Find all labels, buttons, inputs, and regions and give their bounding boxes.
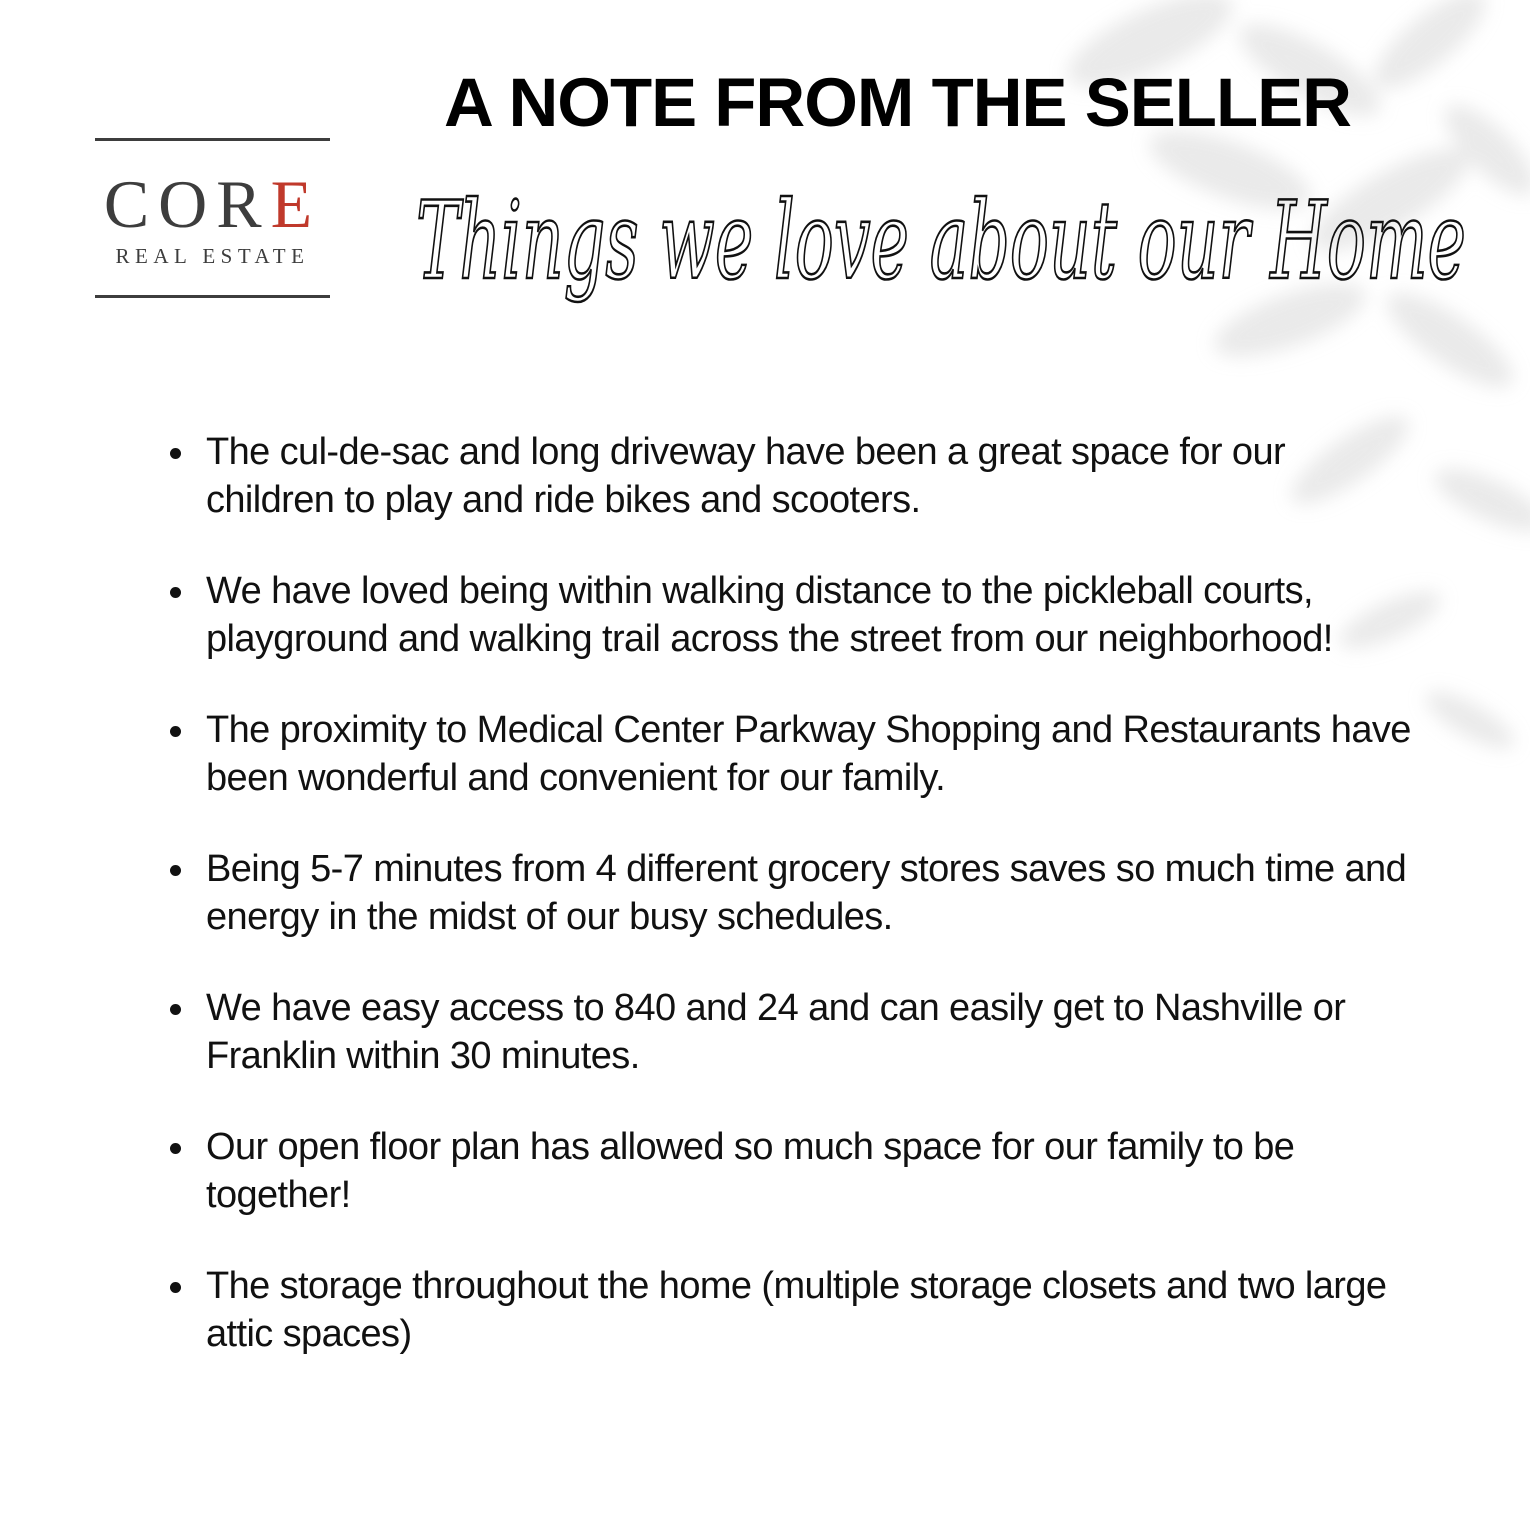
- list-item-text: The cul-de-sac and long driveway have been a great space for our children to play and ride bikes and scooters.: [206, 431, 1286, 521]
- feature-list: [162, 428, 1422, 1401]
- list-item: [162, 1262, 1422, 1358]
- list-item: [162, 984, 1422, 1080]
- script-subtitle-text: Things we love about our Home: [416, 179, 1466, 304]
- list-item: [162, 706, 1422, 802]
- list-item-text: Our open floor plan has allowed so much space for our family to be together!: [206, 1126, 1295, 1216]
- list-item-text: We have loved being within walking distance to the pickleball courts, playground and walking trail across the street from our neighborhood!: [206, 570, 1333, 660]
- page-title: A NOTE FROM THE SELLER: [444, 64, 1351, 141]
- bullet-icon: [170, 726, 181, 737]
- core-real-estate-logo: [95, 138, 330, 300]
- logo-wordmark-main: COR: [103, 166, 271, 242]
- list-item: [162, 1123, 1422, 1219]
- list-item-text: Being 5-7 minutes from 4 different grocery stores saves so much time and energy in the midst of our busy schedules.: [206, 848, 1407, 938]
- logo-top-rule: [95, 138, 330, 141]
- bullet-icon: [170, 865, 181, 876]
- list-item-text: The storage throughout the home (multiple storage closets and two large attic spaces): [206, 1265, 1387, 1355]
- bullet-icon: [170, 1143, 181, 1154]
- logo-wordmark-accent: E: [270, 166, 322, 242]
- logo-bottom-rule: [95, 295, 330, 298]
- list-item: [162, 845, 1422, 941]
- list-item-text: The proximity to Medical Center Parkway Shopping and Restaurants have been wonderful and convenient for our family.: [206, 709, 1411, 799]
- list-item: [162, 428, 1422, 524]
- list-item-text: We have easy access to 840 and 24 and can easily get to Nashville or Franklin within 30 minutes.: [206, 987, 1346, 1077]
- bullet-icon: [170, 1282, 181, 1293]
- logo-wordmark: [95, 166, 330, 242]
- list-item: [162, 567, 1422, 663]
- bullet-icon: [170, 448, 181, 459]
- logo-subtitle: REAL ESTATE: [115, 244, 310, 268]
- script-subtitle: [408, 150, 1478, 365]
- bullet-icon: [170, 587, 181, 598]
- bullet-icon: [170, 1004, 181, 1015]
